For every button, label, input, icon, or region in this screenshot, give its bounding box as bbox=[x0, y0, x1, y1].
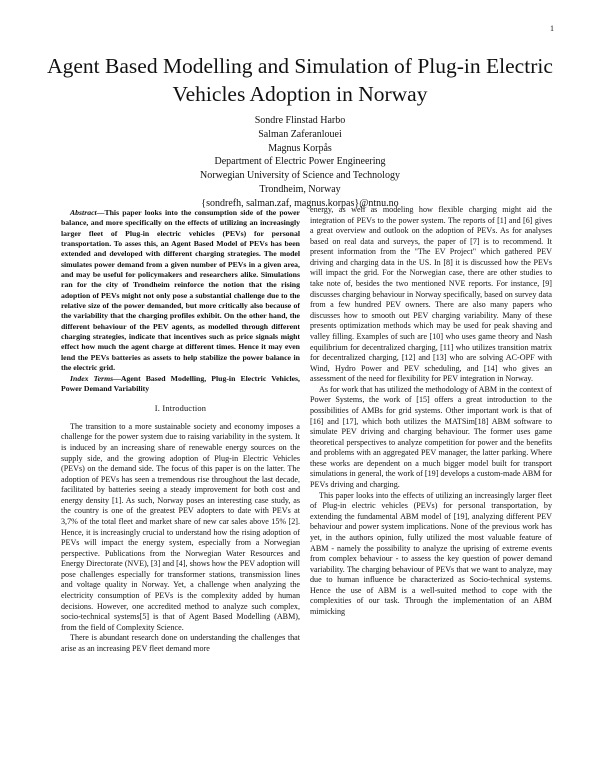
section-heading: I. Introduction bbox=[154, 404, 207, 414]
author-emails: {sondrefh, salman.zaf, magnus.korpas}@ntnu.no bbox=[201, 197, 399, 209]
author-name: Magnus Korpås bbox=[268, 142, 332, 154]
affiliation-university: Norwegian University of Science and Technology bbox=[200, 170, 400, 182]
paper-title: Agent Based Modelling and Simulation of Plug-in Electric Vehicles Adoption in Norway bbox=[47, 54, 553, 106]
affiliation-department: Department of Electric Power Engineering bbox=[214, 156, 386, 168]
paragraph: energy, as well as modeling how flexible charging might aid the integration of PEVs to the power system. The reports of [1] and [6] gives a great overview and outlook on the adoption of PEVs. As for analyses based on real data and surveys, the paper of [7] is to recommend. It present information from the "The EV Project" which gathered PEV driving and charging data in the US. In [8] it is discussed how the PEVs will impact the grid. For the Norwegian case, there are other studies to take note of, besides the two mentioned NVE reports. For instance, [9] discusses charging behaviour in Norway specifically, based on survey data from a few hundred PEV owners. There are also many papers who discusses how to smooth out PEV charging variability. Many of these presents optimization methods which may be used for peak shaving and valley filling. Examples of such are [10] who uses game theory and Nash equilibrium for decentralized charging, [11] who utilizes transition matrix for decentralized charging, [12] and [13] who are solving AC-OPF with Wind, Hydro Power and PEV scheduling, and [14] who gives an assessment of the need for flexibility for PEV integration in Norway. bbox=[310, 205, 552, 384]
abstract-label: Abstract— bbox=[70, 208, 105, 217]
author-name: Salman Zaferanlouei bbox=[258, 128, 342, 140]
paragraph: The transition to a more sustainable society and economy imposes a challenge for the power system due to raising variability in the system. It is induced by an increasing share of renewable energy sources on the supply side, and the growing adoption of Plug-in Electric Vehicles (PEVs) on the demand side. The focus of this paper is on the latter. The adoption of PEVs has seen a tremendous rise throughout the last decade, facilitated by batteries seeing a steady improvement for both cost and energy density [1]. As such, Norway poses an interesting case study, as the country is one of the greatest PEV adopters to date with PEVs at 3,7% of the total fleet and market share of new car sales above 15% [2]. Hence, it is increasingly crucial to understand how the rising adoption of PEVs will impact the energy system, especially from a Norwegian perspective. Publications from the Norwegian Water Resources and Energy Directorate (NVE), [3] and [4], shows how the PEV adoption will pose challenges especially for transformer stations, transmission lines and voltage quality in Norway. Yet, a challenge when analyzing the electricity consumption of PEVs is the complexity added by human decisions. However, one accredited method to analyze such complex, socio-technical systems[5] is that of Agent Based Modelling (ABM), from the field of Complexity Science. bbox=[61, 421, 300, 632]
left-column bbox=[61, 208, 300, 654]
index-terms-label: Index Terms bbox=[70, 373, 114, 383]
abstract-text: This paper looks into the consumption side of the power balance, and more specifically on the effects of utilizing an increasingly larger fleet of Plug-in electric vehicles (PEVs) for personal transportation. To asses this, an Agent Based Model of PEVs has been extended and developed with different charging strategies. The model simulates power demand from a given number of PEVs in a given area, and may be useful for policymakers and researchers alike. Simulations ran for the city of Trondheim reinforce the notion that the rising adoption of PEVs might not only pose a substantial challenge due to the relative size of the power demanded, but more critically also because of the variability that the charging profiles exhibit. On the other hand, the different behaviour of the PEV agents, as modelled through different charging strategies, indicate that incentives such as price signals might effect how much the agent charge at different times. Hence it may even lend the PEVs batteries as assets to help stabilize the power balance in the electric grid. bbox=[61, 208, 300, 373]
affiliation-city: Trondheim, Norway bbox=[259, 183, 341, 195]
paragraph: This paper looks into the effects of utilizing an increasingly larger fleet of Plug-in electric vehicles (PEVs) for personal transportation, by extending the fundamental ABM model of [19], analyzing different PEV behaviour and power system implications. None of the previous work has yet, in the authors opinion, fully utilized the most valuable feature of ABM - namely the possibility to analyze the uprising of extreme events from complex behaviour - to assess the key question of power demand variability. The charging behaviour of PEVs that we want to analyze, may due to human influence be characterized as Socio-technical systems. Hence the use of ABM is a well-suited method to cope with the complexities of our task. Through the implementation of an ABM mimicking bbox=[310, 490, 552, 616]
page-number: 1 bbox=[550, 24, 554, 33]
author-name: Sondre Flinstad Harbo bbox=[254, 115, 346, 126]
index-terms-text: —Agent Based Modelling, Plug-in Electric Vehicles, Power Demand Variability bbox=[61, 373, 300, 393]
abstract bbox=[61, 208, 300, 374]
index-terms bbox=[61, 374, 300, 395]
paragraph: As for work that has utilized the methodology of ABM in the context of Power Systems, the work of [15] offers a great introduction to the possibilities of AMBs for grid systems. Other important work is that of [16] and [17], which both utilizes the MATSim[18] ABM software to simulate PEV driving and charging behaviour. The former uses game theoretical perspectives to analyze competition for power and the benefits and problems with an aggregated PEV manager, the latter parking. Where these works are dependent on a much bigger model built for transport simulations in general, the work of [19] develops a custom-made ABM for PEVs driving and charging. bbox=[310, 384, 552, 490]
paragraph: There is abundant research done on understanding the challenges that arise as an increasing PEV fleet demand more bbox=[61, 633, 300, 653]
right-column bbox=[310, 205, 552, 618]
author-block bbox=[40, 114, 560, 211]
